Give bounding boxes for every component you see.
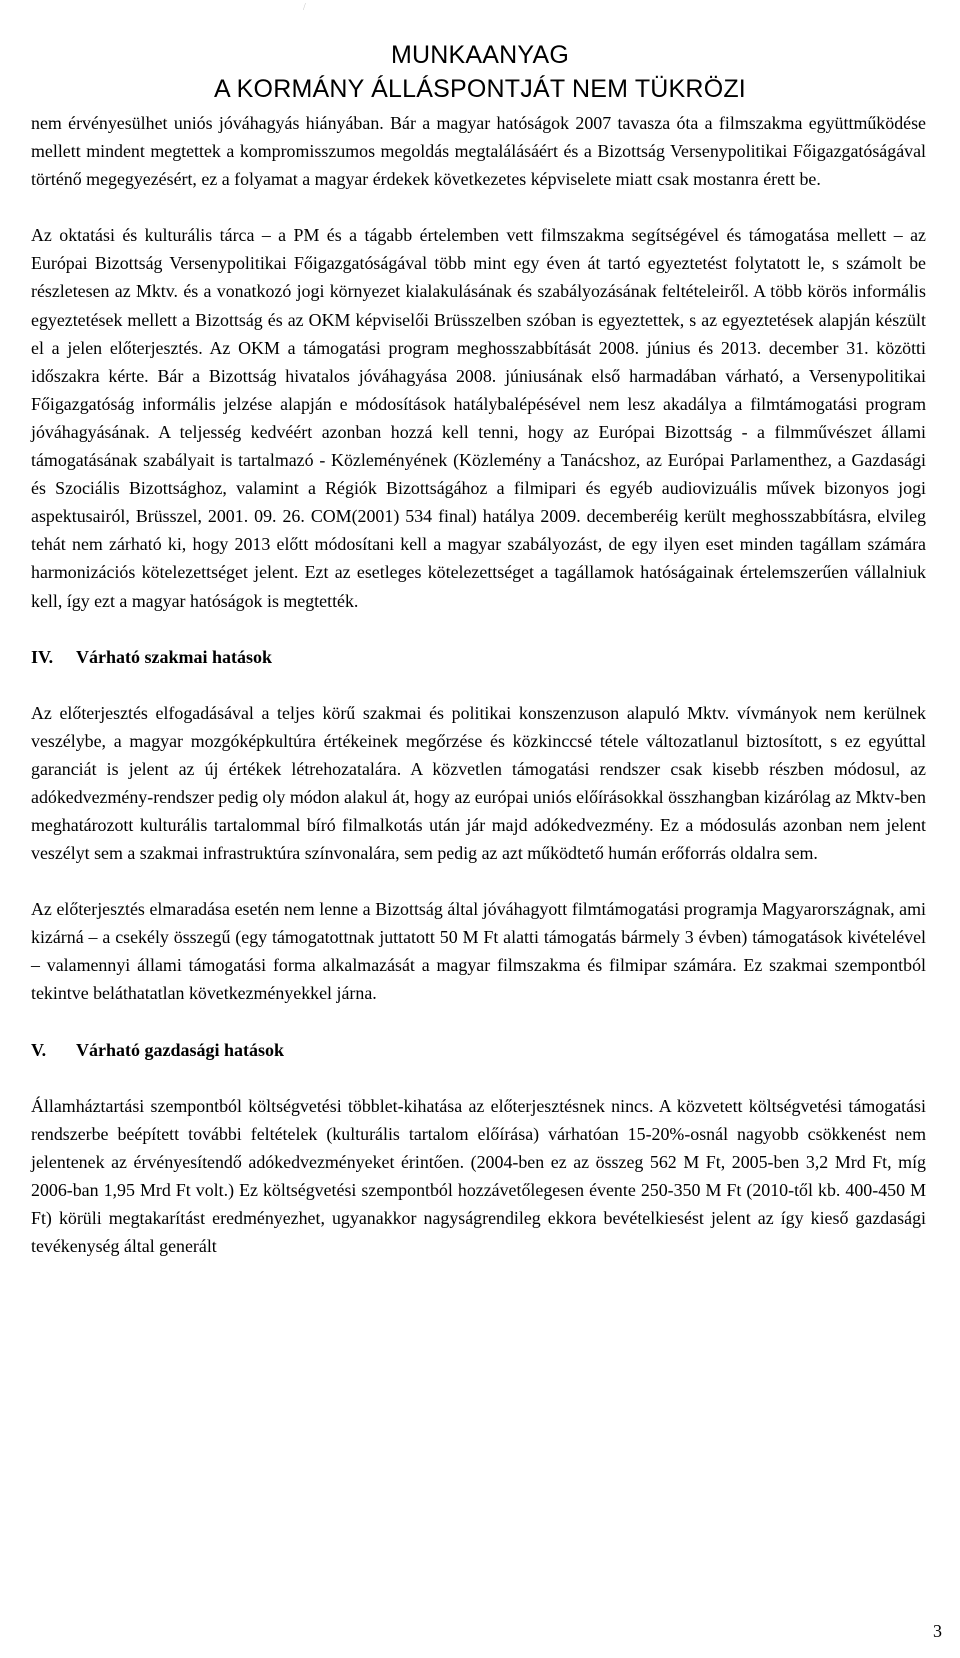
draft-label: MUNKAANYAG bbox=[391, 41, 569, 69]
document-body bbox=[31, 109, 926, 1260]
scan-mark: / bbox=[303, 2, 306, 13]
disclaimer-label: A KORMÁNY ÁLLÁSPONTJÁT NEM TÜKRÖZI bbox=[214, 75, 746, 103]
paragraph-2: Az oktatási és kulturális tárca – a PM és a tágabb értelemben vett filmszakma segítségével és támogatása mellett – az Európai Bizottság Versenypolitikai Főigazgatóságával több mint egy éven át tartó egyeztetést folytatott le, s számolt be részletesen az Mktv. és a vonatkozó jogi környezet kialakulásának és szabályozásának feltételeiről. A több körös informális egyeztetések mellett a Bizottság és az OKM képviselői Brüsszelben szóban is egyeztettek, s az egyeztetések alapján készült el a jelen előterjesztés. Az OKM a támogatási program meghosszabbítását 2008. június és 2013. december 31. közötti időszakra kérte. Bár a Bizottság hivatalos jóváhagyása 2008. júniusának első harmadában várható, a Versenypolitikai Főigazgatóság informális jelzése alapján e módosítások hatálybalépésével nem lesz akadálya a filmtámogatási program jóváhagyásának. A teljesség kedvéért azonban hozzá kell tenni, hogy az Európai Bizottság - a filmművészet állami támogatásának szabályait is tartalmazó - Közleményének (Közlemény a Tanácshoz, az Európai Parlamenthez, a Gazdasági és Szociális Bizottsághoz, valamint a Régiók Bizottságához a filmipari és egyéb audiovizuális művek bizonyos jogi aspektusairól, Brüsszel, 2001. 09. 26. COM(2001) 534 final) hatálya 2009. decemberéig került meghosszabbításra, elvileg tehát nem zárható ki, hogy 2013 előtt módosítani kell a magyar szabályozást, de egy ilyen eset minden tagállam számára harmonizációs kötelezettséget jelent. Ezt az esetleges kötelezettséget a tagállamok hatóságainak értelemszerűen vállalniuk kell, így ezt a magyar hatóságok is megtették. bbox=[31, 225, 926, 611]
paragraph-4: Az előterjesztés elmaradása esetén nem lenne a Bizottság által jóváhagyott filmtámogatási programja Magyarországnak, ami kizárná – a csekély összegű (egy támogatottnak juttatott 50 M Ft alatti támogatás bármely 3 évben) támogatások kivételével – valamennyi állami támogatási forma alkalmazását a magyar filmszakma és filmipar számára. Ez szakmai szempontból tekintve beláthatatlan következményekkel járna. bbox=[31, 899, 926, 1004]
paragraph-spacer bbox=[31, 1008, 926, 1036]
paragraph-3: Az előterjesztés elfogadásával a teljes körű szakmai és politikai konszenzuson alapuló Mktv. vívmányok nem kerülnek veszélybe, a magyar mozgóképkultúra értékeinek megőrzése és közkinccsé tétele változatlanul biztosított, s ez egyúttal garanciát is jelent az új értékek létrehozatalára. A közvetlen támogatási rendszer csak kisebb részben módosul, az adókedvezmény-rendszer pedig oly módon alakul át, hogy az európai uniós előírásokkal összhangban kizárólag az Mktv-ben meghatározott kulturális tartalommal bíró filmalkotás után jár majd adókedvezmény. Ez a módosulás azonban nem jelent veszélyt sem a szakmai infrastruktúra színvonalára, sem pedig az azt működtető humán erőforrás oldalra sem. bbox=[31, 702, 926, 864]
paragraph-spacer bbox=[31, 193, 926, 221]
section-heading-5 bbox=[31, 1036, 926, 1064]
paragraph-spacer bbox=[31, 1064, 926, 1092]
paragraph-1: nem érvényesülhet uniós jóváhagyás hiányában. Bár a magyar hatóságok 2007 tavasza óta a filmszakma együttműködése mellett mindent megtettek a kompromisszumos megoldás megtalálásáért és a Bizottság Versenypolitikai Főigazgatóságával történő megegyezésért, ez a folyamat a magyar érdekek következetes képviselete miatt csak mostanra érett be. bbox=[31, 113, 926, 190]
section-number: IV. bbox=[31, 646, 54, 667]
paragraph-spacer bbox=[31, 615, 926, 643]
section-number: V. bbox=[31, 1039, 47, 1060]
paragraph-spacer bbox=[31, 867, 926, 895]
section-title: Várható szakmai hatások bbox=[76, 646, 273, 667]
paragraph-5: Államháztartási szempontból költségvetési többlet-kihatása az előterjesztésnek nincs. A közvetett költségvetési támogatási rendszerbe beépített további feltételek (kulturális tartalom előírása) várhatóan 15-20%-osnál nagyobb csökkenést nem jelentenek az érvényesítendő adókedvezményeket érintően. (2004-ben ez az összeg 562 M Ft, 2005-ben 3,2 Mrd Ft, míg 2006-ban 1,95 Mrd Ft volt.) Ez költségvetési szempontból hozzávetőlegesen évente 250-350 M Ft (2010-től kb. 400-450 M Ft) körüli megtakarítást eredményezhet, ugyanakkor nagyságrendileg ekkora bevételkiesést jelent az így kieső gazdasági tevékenység által generált bbox=[31, 1095, 926, 1256]
section-title: Várható gazdasági hatások bbox=[76, 1039, 285, 1060]
page-number: 3 bbox=[933, 1621, 942, 1641]
section-heading-4 bbox=[31, 643, 926, 671]
paragraph-spacer bbox=[31, 671, 926, 699]
